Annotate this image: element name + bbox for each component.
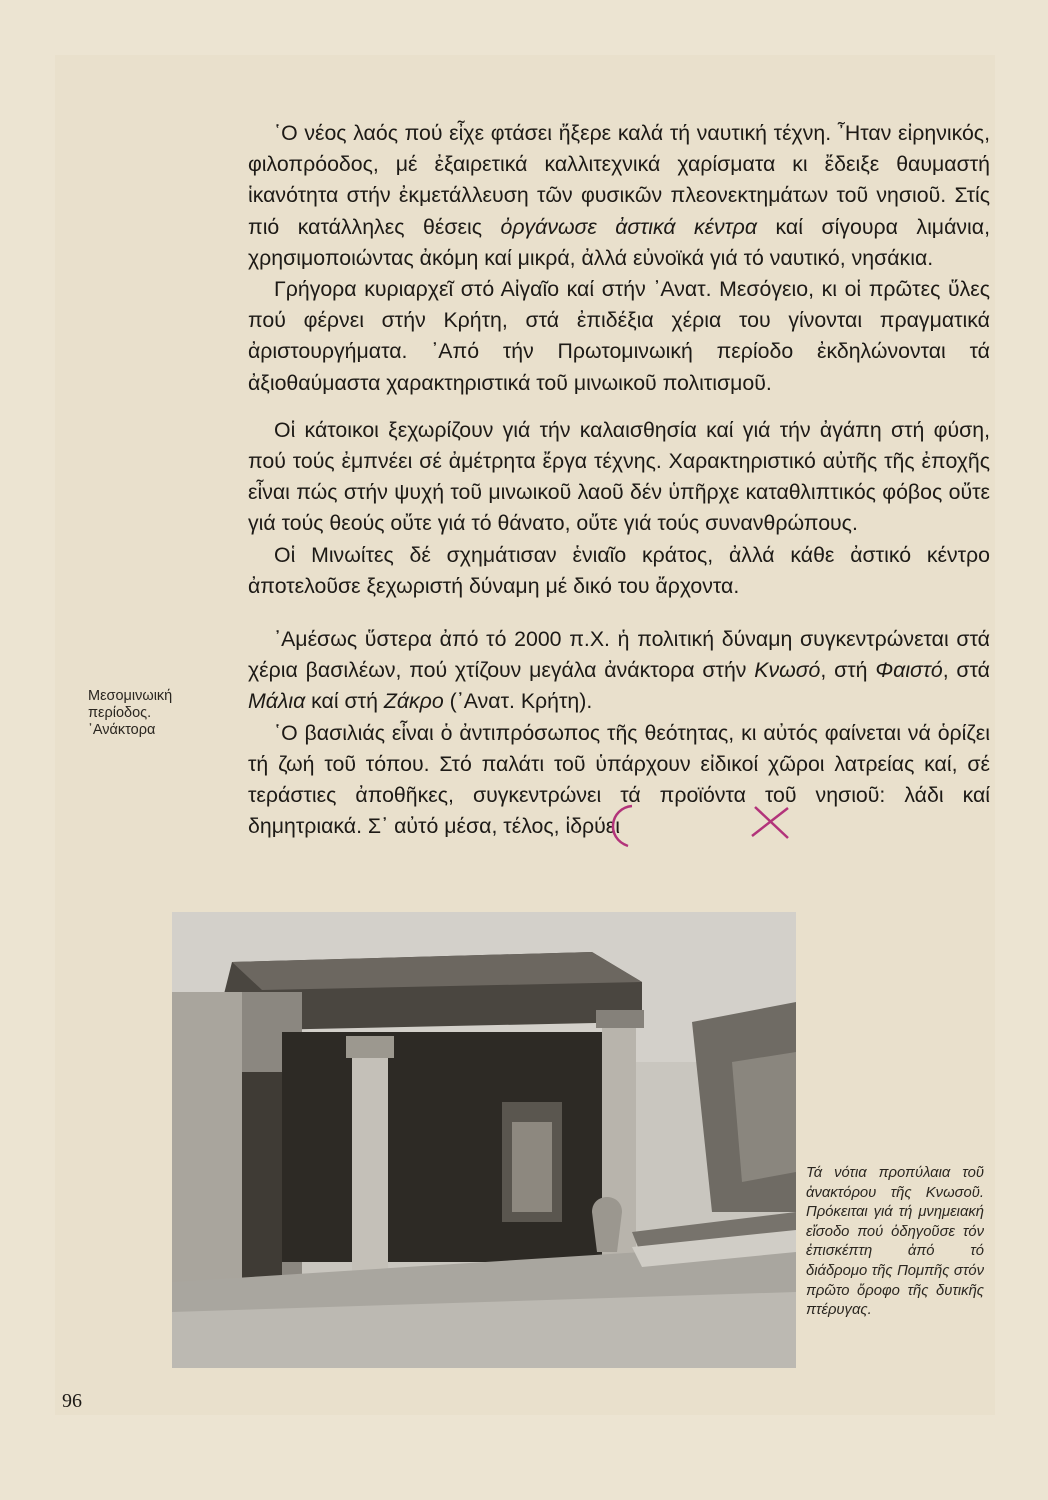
paragraph-1: ῾Ο νέος λαός πού εἶχε φτάσει ἤξερε καλά τή ναυτική τέχνη. ῏Ηταν εἰρηνικός, φιλοπρόοδος, μέ ἐξαιρετικά καλλιτεχνικά χαρίσματα κι ἔδειξε θαυμαστή ἱκανότητα στήν ἐκμετάλλευση τῶν φυσικῶν πλεονεκτημάτων τοῦ νησιοῦ. Στίς πιό κατάλληλες θέσεις ὀργάνωσε ἀστικά κέντρα καί σίγουρα λιμάνια, χρησιμοποιώντας ἀκόμη καί μικρά, ἀλλά εὐνοϊκά γιά τό ναυτικό, νησάκια.: [248, 121, 990, 270]
place-knossos: Κνωσό: [754, 658, 821, 683]
place-phaistos: Φαιστό: [875, 658, 943, 683]
place-malia: Μάλια: [248, 689, 306, 714]
paragraph-2: Γρήγορα κυριαρχεῖ στό Αἰγαῖο καί στήν ᾿Ανατ. Μεσόγειο, κι οἱ πρῶτες ὕλες πού φέρνει στήν Κρήτη, στά ἐπιδέξια χέρια του γίνονται πραγματικά ἀριστουργήματα. ᾿Από τήν Πρωτομινωική περίοδο ἐκδηλώνονται τά ἀξιοθαύμαστα χαρακτηριστικά τοῦ μινωικοῦ πολιτισμοῦ.: [248, 277, 990, 395]
knossos-propylaea-photo: [172, 912, 796, 1368]
margin-note: [88, 688, 218, 739]
paragraph-6: ῾Ο βασιλιάς εἶναι ὁ ἀντιπρόσωπος τῆς θεότητας, κι αὐτός φαίνεται νά ὁρίζει τή ζωή τοῦ τόπου. Στό παλάτι τοῦ ὑπάρχουν εἰδικοί χῶροι λατρείας καί, σέ τεράστιες ἀποθῆκες, συγκεντρώνει τά προϊόντα τοῦ νησιοῦ: λάδι καί δημητριακά. Σ᾿ αὐτό μέσα, τέλος, ἱδρύει: [248, 720, 990, 839]
margin-note-line: ᾿Ανάκτορα: [88, 722, 156, 738]
margin-note-line: περίοδος.: [88, 705, 152, 721]
page-number: 96: [62, 1390, 82, 1412]
photo-drawing: [172, 912, 796, 1368]
place-zakros: Ζάκρο: [383, 689, 444, 714]
figure-caption: Τά νότια προπύλαια τοῦ ἀνακτόρου τῆς Κνωσοῦ. Πρόκειται γιά τή μνημειακή εἴσοδο πού ὁδηγοῦσε τόν ἐπισκέπτη ἀπό τό διάδρομο τῆς Πομπῆς στόν πρῶτο ὄροφο τῆς δυτικῆς πτέρυγας.: [806, 1165, 984, 1319]
paragraph-4: Οἱ Μινωίτες δέ σχημάτισαν ἑνιαῖο κράτος, ἀλλά κάθε ἀστικό κέντρο ἀποτελοῦσε ξεχωριστή δύναμη μέ δικό του ἄρχοντα.: [248, 542, 990, 598]
emphasis-urban-centers: ὀργάνωσε ἀστικά κέντρα: [500, 214, 757, 239]
paragraph-5: ᾿Αμέσως ὕστερα ἀπό τό 2000 π.Χ. ἡ πολιτική δύναμη συγκεντρώνεται στά χέρια βασιλέων, πού χτίζουν μεγάλα ἀνάκτορα στήν Κνωσό, στή Φαιστό, στά Μάλια καί στή Ζάκρο (᾿Ανατ. Κρήτη).: [248, 627, 990, 714]
paragraph-3: Οἱ κάτοικοι ξεχωρίζουν γιά τήν καλαισθησία καί γιά τήν ἀγάπη στή φύση, πού τούς ἐμπνέει σέ ἀμέτρητα ἔργα τέχνης. Χαρακτηριστικό αὐτῆς τῆς ἐποχῆς εἶναι πώς στήν ψυχή τοῦ μινωικοῦ λαοῦ δέν ὑπῆρχε καταθλιπτικός φόβος οὔτε γιά τούς θεούς οὔτε γιά τό θάνατο, οὔτε γιά τούς συνανθρώπους.: [248, 417, 990, 536]
margin-note-line: Μεσομινωική: [88, 688, 173, 704]
main-text-column: [248, 118, 990, 842]
